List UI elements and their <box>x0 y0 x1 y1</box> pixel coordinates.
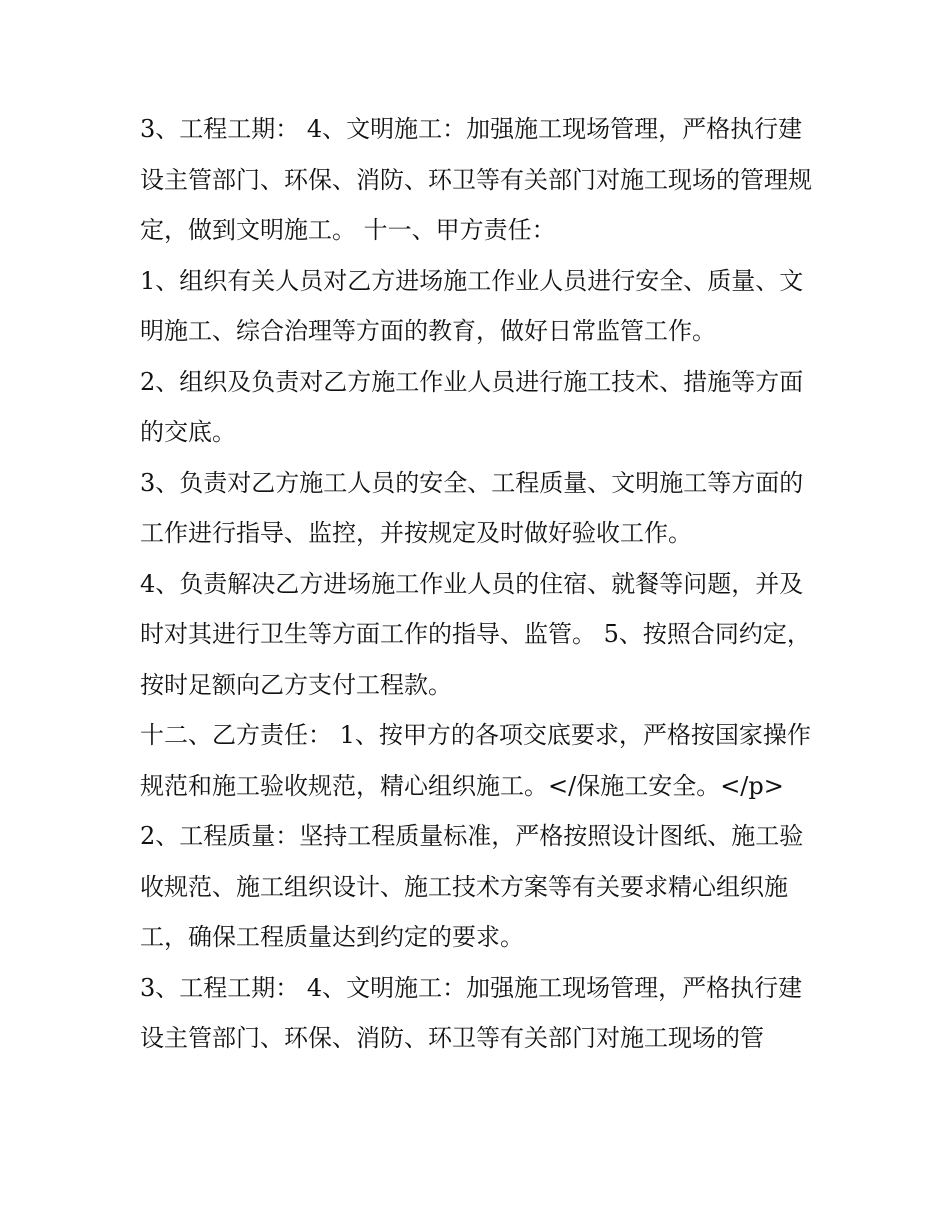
paragraph-1: 3、工程工期： 4、文明施工：加强施工现场管理，严格执行建设主管部门、环保、消防、环卫等有关部门对施工现场的管理规定，做到文明施工。 十一、甲方责任： <box>140 115 812 244</box>
paragraph-5: 4、负责解决乙方进场施工作业人员的住宿、就餐等问题，并及时对其进行卫生等方面工作的指导、监管。 5、按照合同约定，按时足额向乙方支付工程款。 <box>140 569 811 699</box>
paragraph-6: 十二、乙方责任： 1、按甲方的各项交底要求，严格按国家操作规范和施工验收规范，精心组织施工。</保施工安全。</p> <box>140 721 811 800</box>
paragraph-4: 3、负责对乙方施工人员的安全、工程质量、文明施工等方面的工作进行指导、监控，并按规定及时做好验收工作。 <box>140 468 804 547</box>
paragraph-7: 2、工程质量：坚持工程质量标准，严格按照设计图纸、施工验收规范、施工组织设计、施工技术方案等有关要求精心组织施工，确保工程质量达到约定的要求。 <box>140 822 804 951</box>
document-body <box>140 104 820 1064</box>
paragraph-2: 1、组织有关人员对乙方进场施工作业人员进行安全、质量、文明施工、综合治理等方面的教育，做好日常监管工作。 <box>140 266 804 345</box>
paragraph-8: 3、工程工期： 4、文明施工：加强施工现场管理，严格执行建设主管部门、环保、消防、环卫等有关部门对施工现场的管 <box>140 973 803 1052</box>
paragraph-3: 2、组织及负责对乙方施工作业人员进行施工技术、措施等方面的交底。 <box>140 367 804 446</box>
